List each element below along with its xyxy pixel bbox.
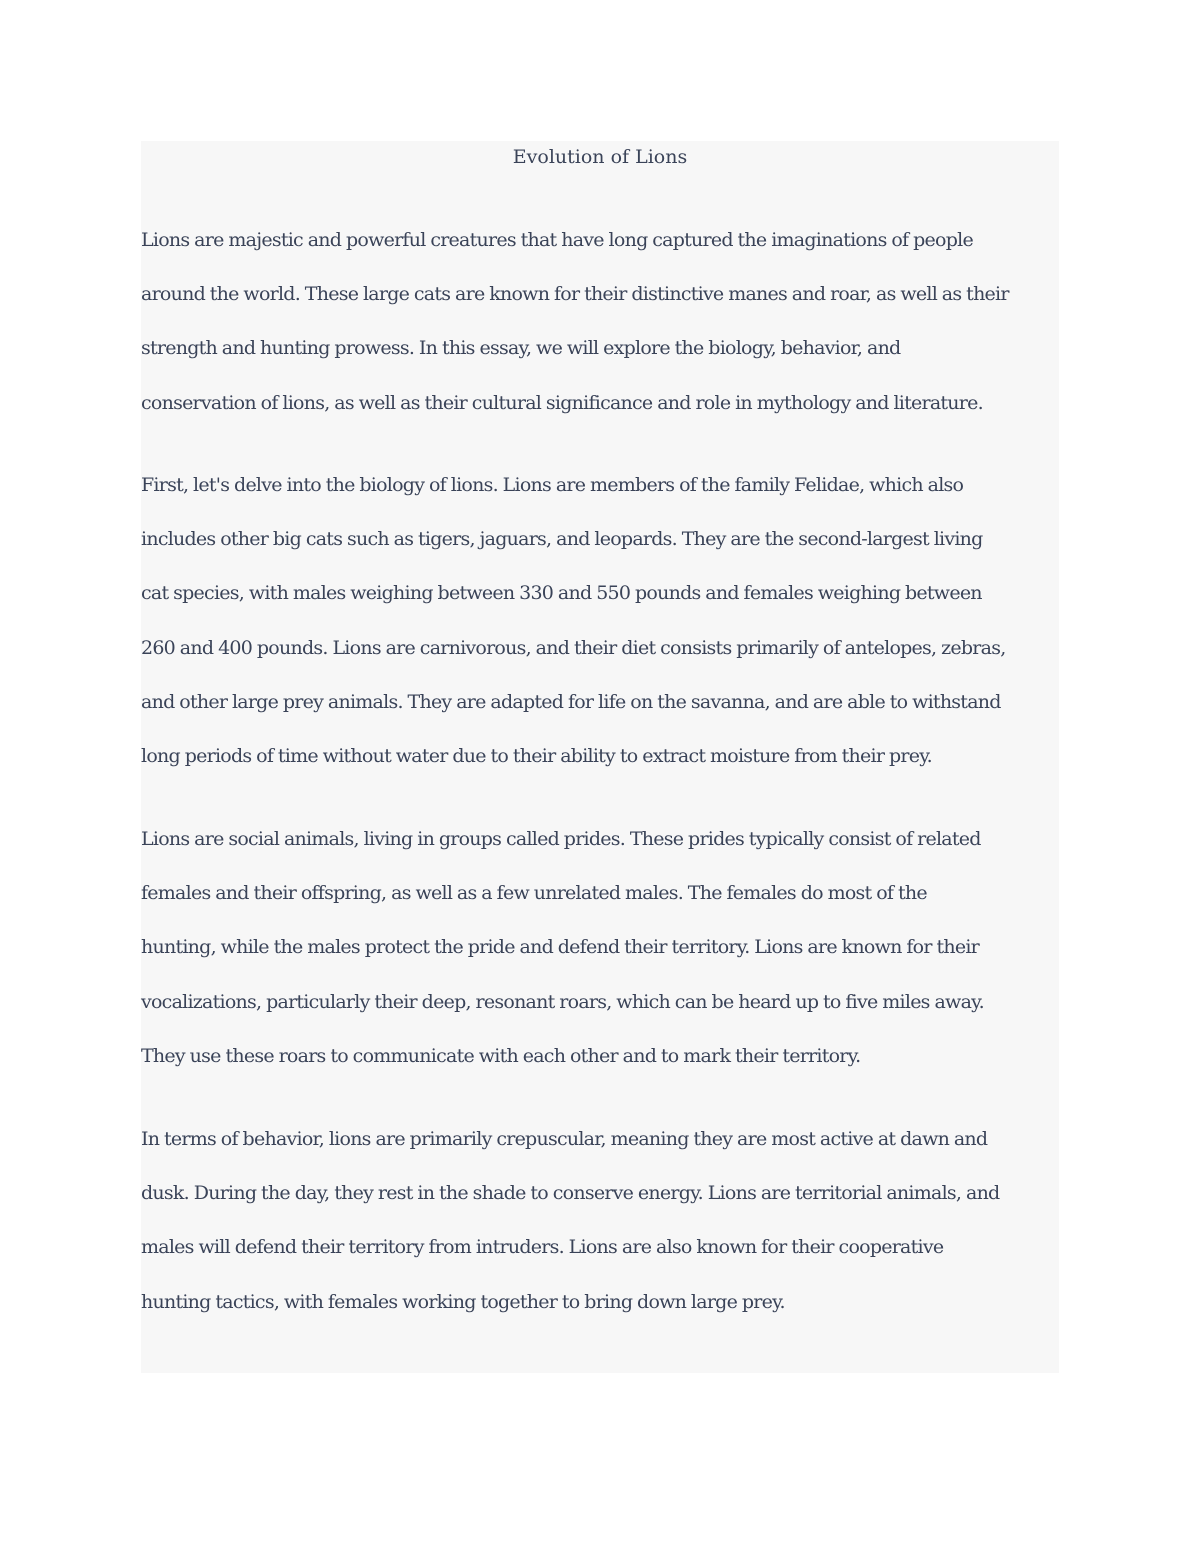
paragraph-introduction (141, 213, 1059, 430)
text-line: vocalizations, particularly their deep, resonant roars, which can be heard up to five miles away. (141, 990, 984, 1013)
text-line: 260 and 400 pounds. Lions are carnivorous, and their diet consists primarily of antelopes, zebras, (141, 636, 1006, 659)
text-line: They use these roars to communicate with each other and to mark their territory. (141, 1044, 861, 1067)
text-line: In terms of behavior, lions are primarily crepuscular, meaning they are most active at dawn and (141, 1128, 988, 1150)
text-line: strength and hunting prowess. In this essay, we will explore the biology, behavior, and (141, 337, 901, 360)
paragraph-biology (141, 458, 1059, 783)
essay-text-block (141, 141, 1059, 1373)
paragraph-behavior (141, 1112, 1059, 1329)
document-title: Evolution of Lions (512, 146, 688, 168)
paragraph-social (141, 812, 1059, 1083)
text-line: long periods of time without water due to their ability to extract moisture from their prey. (141, 744, 932, 767)
text-line: females and their offspring, as well as a few unrelated males. The females do most of the (141, 882, 927, 905)
text-line: males will defend their territory from intruders. Lions are also known for their cooperative (141, 1236, 944, 1259)
text-line: conservation of lions, as well as their cultural significance and role in mythology and literature. (141, 391, 983, 414)
text-line: hunting, while the males protect the pride and defend their territory. Lions are known for their (141, 936, 979, 959)
text-line: Lions are social animals, living in groups called prides. These prides typically consist of related (141, 828, 981, 850)
text-line: cat species, with males weighing between 330 and 550 pounds and females weighing between (141, 582, 982, 605)
text-line: First, let's delve into the biology of lions. Lions are members of the family Felidae, which also (141, 474, 964, 496)
text-line: and other large prey animals. They are adapted for life on the savanna, and are able to withstand (141, 690, 1001, 713)
text-line: hunting tactics, with females working together to bring down large prey. (141, 1290, 785, 1313)
text-line: Lions are majestic and powerful creatures that have long captured the imaginations of people (141, 229, 973, 251)
text-line: around the world. These large cats are known for their distinctive manes and roar, as well as their (141, 283, 1009, 306)
text-line: dusk. During the day, they rest in the shade to conserve energy. Lions are territorial animals, and (141, 1182, 1000, 1205)
text-line: includes other big cats such as tigers, jaguars, and leopards. They are the second-largest living (141, 528, 983, 551)
